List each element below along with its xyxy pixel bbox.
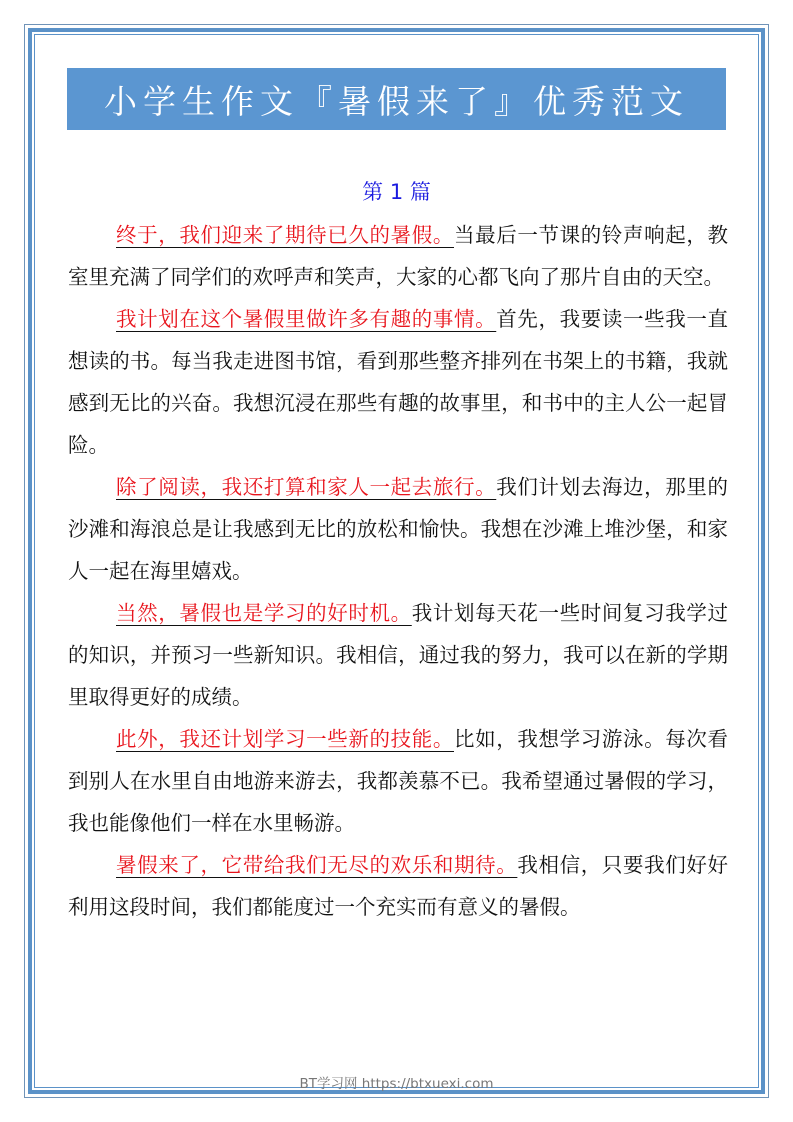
paragraph-text: 首先，我要读一些我一直想读的书。每当我走进图书馆，看到那些整齐排列在书架上的书籍，我就感到无比的兴奋。我想沉浸在那些有趣的故事里，和书中的主人公一起冒险。 xyxy=(68,307,728,457)
chapter-heading: 第 1 篇 xyxy=(362,180,431,204)
paragraph-lead: 我计划在这个暑假里做许多有趣的事情。 xyxy=(116,307,497,331)
page-title: 小学生作文『暑假来了』优秀范文 xyxy=(104,81,689,121)
paragraph-text: 我们计划去海边，那里的沙滩和海浪总是让我感到无比的放松和愉快。我想在沙滩上堆沙堡，和家人一起在海里嬉戏。 xyxy=(68,475,728,583)
paragraph-1 xyxy=(68,214,728,298)
paragraph-5 xyxy=(68,718,728,844)
paragraph-text: 比如，我想学习游泳。每次看到别人在水里自由地游来游去，我都羡慕不已。我希望通过暑假的学习，我也能像他们一样在水里畅游。 xyxy=(68,727,728,835)
essay-body xyxy=(68,214,728,928)
paragraph-lead: 当然，暑假也是学习的好时机。 xyxy=(116,601,412,625)
paragraph-2 xyxy=(68,298,728,466)
paragraph-lead: 除了阅读，我还打算和家人一起去旅行。 xyxy=(116,475,497,499)
paragraph-text: 我计划每天花一些时间复习我学过的知识，并预习一些新知识。我相信，通过我的努力，我可以在新的学期里取得更好的成绩。 xyxy=(68,601,728,709)
paragraph-6 xyxy=(68,844,728,928)
paragraph-lead: 终于，我们迎来了期待已久的暑假。 xyxy=(116,223,454,247)
paragraph-text: 当最后一节课的铃声响起，教室里充满了同学们的欢呼声和笑声，大家的心都飞向了那片自由的天空。 xyxy=(68,223,728,289)
paragraph-3 xyxy=(68,466,728,592)
paragraph-lead: 暑假来了，它带给我们无尽的欢乐和期待。 xyxy=(116,853,518,877)
footer-watermark: BT学习网 https://btxuexi.com xyxy=(299,1076,494,1092)
title-banner xyxy=(67,68,726,130)
paragraph-4 xyxy=(68,592,728,718)
paragraph-lead: 此外，我还计划学习一些新的技能。 xyxy=(116,727,454,751)
paragraph-text: 我相信，只要我们好好利用这段时间，我们都能度过一个充实而有意义的暑假。 xyxy=(68,853,728,919)
